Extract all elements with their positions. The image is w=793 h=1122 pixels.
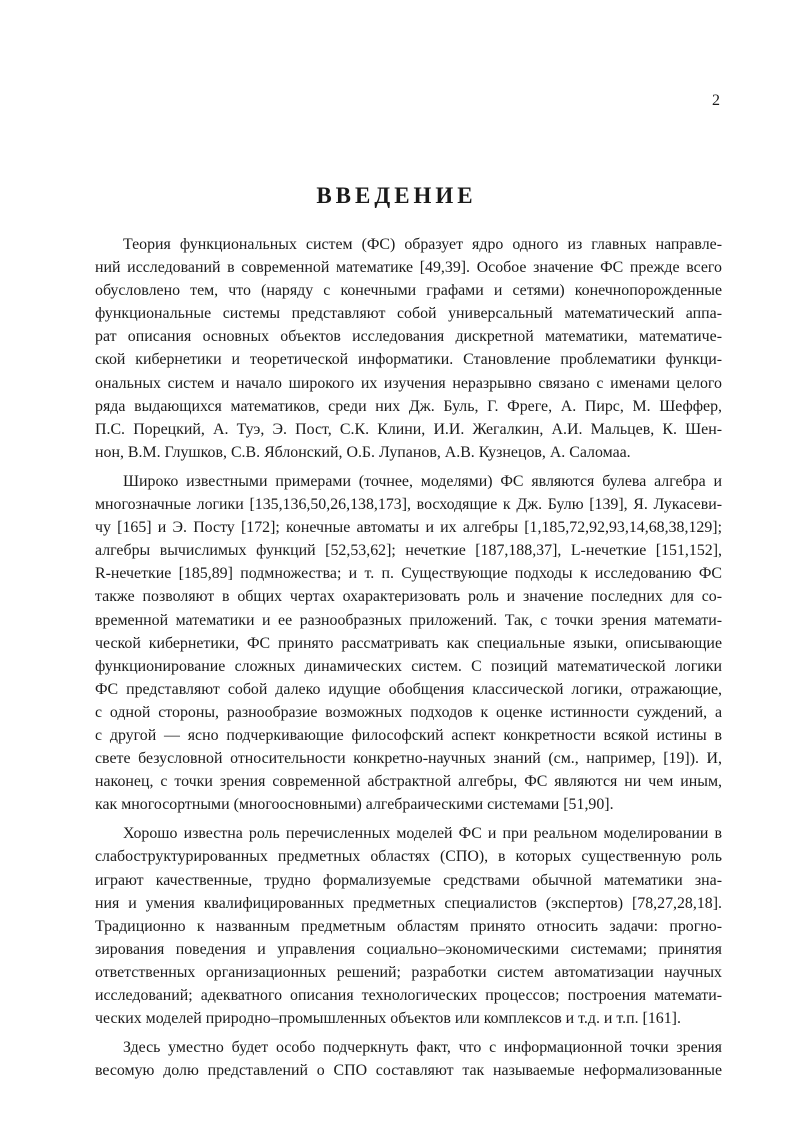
text-line: нон, В.М. Глушков, С.В. Яблонский, О.Б. Лупанов, А.В. Кузнецов, А. Саломаа. <box>95 443 631 461</box>
text-line: ческой кибернетики, ФС принято рассматривать как специальные языки, описывающие <box>95 634 722 652</box>
paragraph <box>95 470 722 816</box>
text-line: наконец, с точки зрения современной абстрактной алгебры, ФС являются ни чем иным, <box>95 773 722 791</box>
text-line: исследований; адекватного описания технологических процессов; построения математи- <box>95 987 722 1004</box>
text-line: многозначные логики [135,136,50,26,138,173], восходящие к Дж. Булю [139], Я. Лукасеви- <box>95 496 722 514</box>
text-line: как многосортными (многоосновными) алгебраическими системами [51,90]. <box>95 796 614 814</box>
text-line: функционирование сложных динамических систем. С позиций математической логики <box>95 657 722 675</box>
text-line: Здесь уместно будет особо подчеркнуть факт, что с информационной точки зрения <box>123 1039 722 1057</box>
paragraph <box>95 822 722 1030</box>
text-line: зирования поведения и управления социально–экономическими системами; принятия <box>95 940 722 958</box>
text-line: ФС представляют собой далеко идущие обобщения классической логики, отражающие, <box>95 680 722 698</box>
text-line: временной математики и ее разнообразных приложений. Так, с точки зрения математи- <box>95 611 722 629</box>
text-line: также позволяют в общих чертах охарактеризовать роль и значение последних для со- <box>95 588 722 606</box>
text-line: ответственных организационных решений; разработки систем автоматизации научных <box>95 963 722 981</box>
page-number: 2 <box>712 92 720 109</box>
text-line: Теория функциональных систем (ФС) образует ядро одного из главных направле- <box>123 236 722 253</box>
text-line: чу [165] и Э. Посту [172]; конечные автоматы и их алгебры [1,185,72,92,93,14,68,38,129]; <box>95 519 722 537</box>
text-line: П.С. Порецкий, А. Туэ, Э. Пост, С.К. Клини, И.И. Жегалкин, А.И. Мальцев, К. Шен- <box>95 420 722 438</box>
text-line: ональных систем и начало широкого их изучения неразрывно связано с именами целого <box>95 374 722 392</box>
text-line: с другой — ясно подчеркивающие философский аспект конкретности всякой истины в <box>95 726 722 744</box>
text-line: алгебры вычислимых функций [52,53,62]; нечеткие [187,188,37], L-нечеткие [151,152], <box>95 542 722 560</box>
text-line: обусловлено тем, что (наряду с конечными графами и сетями) конечнопорожденные <box>95 282 722 300</box>
paragraph <box>95 1036 722 1082</box>
page-title: ВВЕДЕНИЕ <box>316 183 477 208</box>
text-line: R-нечеткие [185,89] подмножества; и т. п. Существующие подходы к исследованию ФС <box>95 565 722 583</box>
text-line: играют качественные, трудно формализуемые средствами обычной математики зна- <box>95 871 722 889</box>
text-line: ской кибернетики и теоретической информатики. Становление проблематики функци- <box>95 351 722 369</box>
text-line: весомую долю представлений о СПО составляют так называемые неформализованные <box>95 1062 722 1080</box>
text-line: свете безусловной относительности конкретно-научных знаний (см., например, [19]). И, <box>95 750 722 768</box>
text-line: рат описания основных объектов исследования дискретной математики, математиче- <box>95 328 722 346</box>
text-line: ний исследований в современной математике [49,39]. Особое значение ФС прежде всего <box>95 259 722 277</box>
text-line: с одной стороны, разнообразие возможных подходов к оценке истинности суждений, а <box>95 703 722 721</box>
text-line: ческих моделей природно–промышленных объектов или комплексов и т.д. и т.п. [161]. <box>95 1010 681 1028</box>
text-line: Широко известными примерами (точнее, моделями) ФС являются булева алгебра и <box>123 472 722 490</box>
text-line: ния и умения квалифицированных предметных специалистов (экспертов) [78,27,28,18]. <box>95 894 722 912</box>
text-line: Хорошо известна роль перечисленных моделей ФС и при реальном моделировании в <box>123 825 722 843</box>
body-text <box>95 233 722 1082</box>
text-line: функциональные системы представляют собой универсальный математический аппа- <box>95 305 722 323</box>
text-line: Традиционно к названным предметным областям принято относить задачи: прогно- <box>95 917 722 935</box>
text-line: слабоструктурированных предметных областях (СПО), в которых существенную роль <box>95 848 722 866</box>
paragraph <box>95 233 722 464</box>
text-line: ряда выдающихся математиков, среди них Дж. Буль, Г. Фреге, А. Пирс, М. Шеффер, <box>95 397 722 415</box>
